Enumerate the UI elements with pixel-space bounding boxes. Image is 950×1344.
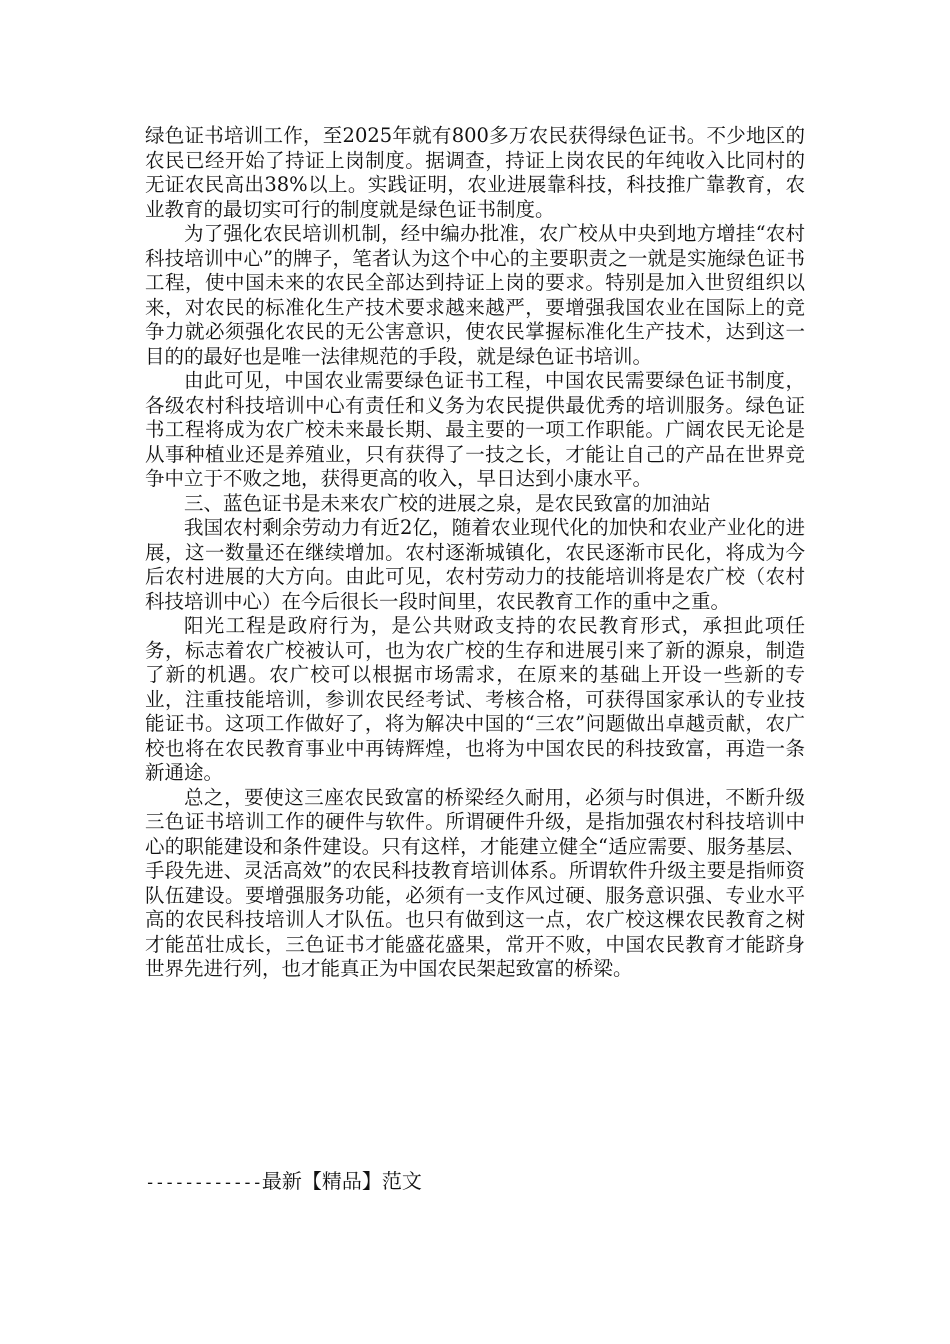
paragraph-1: 绿色证书培训工作，至2025年就有800多万农民获得绿色证书。不少地区的农民已经开始了持证上岗制度。据调查，持证上岗农民的年纯收入比同村的无证农民高出38%以上。实践证明，农业进展靠科技，科技推广靠教育，农业教育的最切实可行的制度就是绿色证书制度。: [145, 124, 805, 221]
paragraph-7: 总之，要使这三座农民致富的桥梁经久耐用，必须与时俱进，不断升级三色证书培训工作的硬件与软件。所谓硬件升级，是指加强农村科技培训中心的职能建设和条件建设。只有这样，才能建立健全“适应需要、服务基层、手段先进、灵活高效”的农民科技教育培训体系。所谓软件升级主要是指师资队伍建设。要增强服务功能，必须有一支作风过硬、服务意识强、专业水平高的农民科技培训人才队伍。也只有做到这一点，农广校这棵农民教育之树才能茁壮成长，三色证书才能盛花盛果，常开不败，中国农民教育才能跻身世界先进行列，也才能真正为中国农民架起致富的桥梁。: [145, 785, 805, 980]
paragraph-6: 阳光工程是政府行为，是公共财政支持的农民教育形式，承担此项任务，标志着农广校被认可，也为农广校的生存和进展引来了新的源泉，制造了新的机遇。农广校可以根据市场需求，在原来的基础上开设一些新的专业，注重技能培训，参训农民经考试、考核合格，可获得国家承认的专业技能证书。这项工作做好了，将为解决中国的“三农”问题做出卓越贡献，农广校也将在农民教育事业中再铸辉煌，也将为中国农民的科技致富，再造一条新通途。: [145, 614, 805, 784]
footer-text: 最新【精品】范文: [261, 1169, 422, 1193]
footer-dashes: ------------: [145, 1173, 262, 1193]
paragraph-3: 由此可见，中国农业需要绿色证书工程，中国农民需要绿色证书制度，各级农村科技培训中心有责任和义务为农民提供最优秀的培训服务。绿色证书工程将成为农广校未来最长期、最主要的一项工作职能。广阔农民无论是从事种植业还是养殖业，只有获得了一技之长，才能让自己的产品在世界竞争中立于不败之地，获得更高的收入，早日达到小康水平。: [145, 369, 805, 490]
document-body: [145, 124, 805, 982]
section-heading-3: 三、蓝色证书是未来农广校的进展之泉，是农民致富的加油站: [184, 491, 711, 515]
paragraph-5: 我国农村剩余劳动力有近2亿，随着农业现代化的加快和农业产业化的进展，这一数量还在继续增加。农村逐渐城镇化，农民逐渐市民化，将成为今后农村进展的大方向。由此可见，农村劳动力的技能培训将是农广校（农村科技培训中心）在今后很长一段时间里，农民教育工作的重中之重。: [145, 516, 805, 613]
paragraph-2: 为了强化农民培训机制，经中编办批准，农广校从中央到地方增挂“农村科技培训中心”的牌子，笔者认为这个中心的主要职责之一就是实施绿色证书工程，使中国未来的农民全部达到持证上岗的要求。特别是加入世贸组织以来，对农民的标准化生产技术要求越来越严，要增强我国农业在国际上的竞争力就必须强化农民的无公害意识，使农民掌握标准化生产技术，达到这一目的的最好也是唯一法律规范的手段，就是绿色证书培训。: [145, 222, 805, 368]
footer-label: [145, 1168, 422, 1196]
